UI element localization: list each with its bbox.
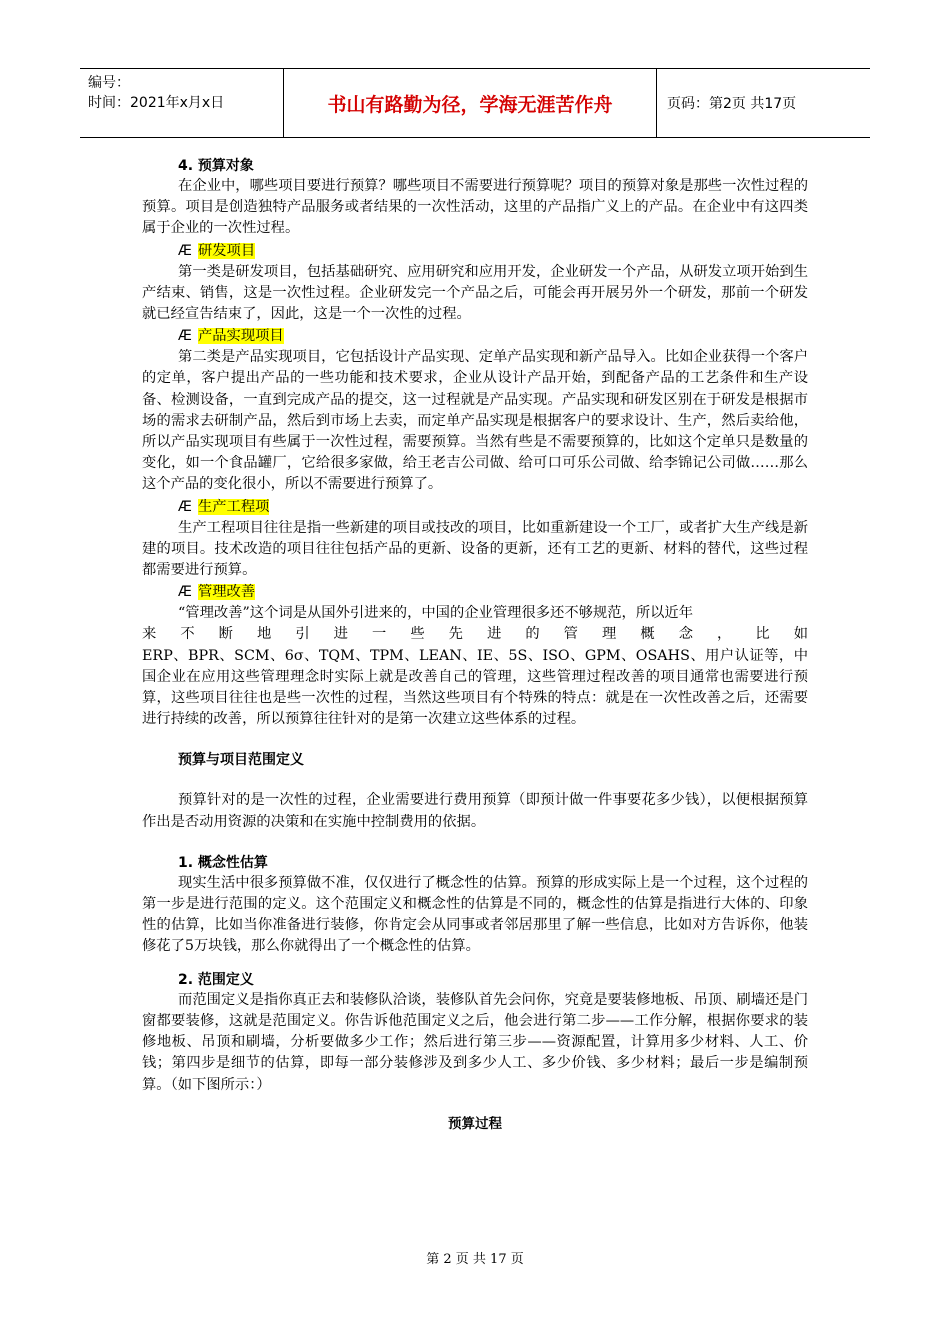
section-title-conceptual-estimate: 1. 概念性估算 xyxy=(178,854,268,871)
bullet-rd-project xyxy=(142,240,808,262)
document-body xyxy=(142,156,808,1135)
bullet-production-engineering xyxy=(142,496,808,518)
paragraph-scope-definition: 而范围定义是指你真正去和装修队洽谈，装修队首先会问你，究竟是要装修地板、吊顶、刷墙还是门窗都要装修，这就是范围定义。你告诉他范围定义之后，他会进行第二步——工作分解，根据你要求的装修地板、吊顶和刷墙，分析要做多少工作；然后进行第三步——资源配置，计算用多少材料、人工、价钱；第四步是细节的估算，即每一部分装修涉及到多少人工、多少价钱、多少材料；最后一步是编制预算。（如下图所示：） xyxy=(142,991,808,1093)
bullet-label-management: 管理改善 xyxy=(197,584,256,601)
bullet-mark: Æ xyxy=(178,498,192,515)
page-header xyxy=(80,68,870,138)
bullet-management-improvement xyxy=(142,581,808,603)
header-meta xyxy=(80,69,284,137)
header-page-number: 页码：第2页 共17页 xyxy=(667,96,797,112)
paragraph-rd-project: 第一类是研发项目，包括基础研究、应用研究和应用开发，企业研发一个产品，从研发立项开始到生产结束、销售，这是一次性过程。企业研发完一个产品之后，可能会再开展另外一个研发，那前一个研发就已经宣告结束了，因此，这是一个一次性的过程。 xyxy=(142,263,808,323)
paragraph-production-engineering: 生产工程项目往往是指一些新建的项目或技改的项目，比如重新建设一个工厂，或者扩大生产线是新建的项目。技术改造的项目往往包括产品的更新、设备的更新，还有工艺的更新、材料的替代，这些过程都需要进行预算。 xyxy=(142,519,808,579)
bullet-label-rd: 研发项目 xyxy=(197,242,256,259)
header-motto: 书山有路勤为径，学海无涯苦作舟 xyxy=(284,69,657,137)
bullet-mark: Æ xyxy=(178,584,192,601)
paragraph-conceptual-estimate: 现实生活中很多预算做不准，仅仅进行了概念性的估算。预算的形成实际上是一个过程，这个过程的第一步是进行范围的定义。这个范围定义和概念性的估算是不同的，概念性的估算是指进行大体的、印象性的估算，比如当你准备进行装修，你肯定会从同事或者邻居那里了解一些信息，比如对方告诉你，他装修花了5万块钱，那么你就得出了一个概念性的估算。 xyxy=(142,874,808,955)
paragraph-budget-object-intro: 在企业中，哪些项目要进行预算？哪些项目不需要进行预算呢？项目的预算对象是那些一次性过程的预算。项目是创造独特产品服务或者结果的一次性活动，这里的产品指广义上的产品。在企业中有这四类属于企业的一次性过程。 xyxy=(142,178,808,237)
section-title-budget-object: 4. 预算对象 xyxy=(178,158,254,174)
page-footer: 第 2 页 共 17 页 xyxy=(426,1252,524,1267)
paragraph-product-realization: 第二类是产品实现项目，它包括设计产品实现、定单产品实现和新产品导入。比如企业获得一个客户的定单，客户提出产品的一些功能和技术要求，企业从设计产品开始，到配备产品的工艺条件和生产设备、检测设备，一直到完成产品的提交，这一过程就是产品实现。产品实现和研发区别在于研发是根据市场的需求去研制产品，然后到市场上去卖，而定单产品实现是根据客户的要求设计、生产，然后卖给他，所以产品实现项目有些属于一次性过程，需要预算。当然有些是不需要预算的，比如这个定单只是数量的变化，如一个食品罐厂，它给很多家做，给王老吉公司做、给可口可乐公司做、给李锦记公司做……那么这个产品的变化很小，所以不需要进行预算了。 xyxy=(142,349,808,493)
paragraph-management-rest: ERP、BPR、SCM、6σ、TQM、TPM、LEAN、IE、5S、ISO、GPM、OSAHS、用户认证等，中国企业在应用这些管理理念时实际上就是改善自己的管理，这些管理过程改善的项目通常也需要进行预算，这些项目往往也是些一次性的过程，当然这些项目有个特殊的特点：就是在一次性改善之后，还需要进行持续的改善，所以预算往往针对的是第一次建立这些体系的过程。 xyxy=(142,647,808,728)
paragraph-management-line2: 来 不 断 地 引 进 一 些 先 进 的 管 理 概 念 ， 比 如 xyxy=(142,626,808,643)
bullet-label-production: 生产工程项 xyxy=(197,498,270,515)
bullet-product-realization xyxy=(142,325,808,347)
section-title-scope-definition: 2. 范围定义 xyxy=(178,971,254,988)
paragraph-management-line1: “管理改善”这个词是从国外引进来的，中国的企业管理很多还不够规范，所以近年 xyxy=(178,605,694,622)
section-title-budget-scope: 预算与项目范围定义 xyxy=(178,752,304,769)
header-time: 时间：2021年x月x日 xyxy=(88,95,225,111)
header-number: 编号： xyxy=(88,75,130,91)
bullet-mark: Æ xyxy=(178,242,192,259)
bullet-label-product: 产品实现项目 xyxy=(197,328,284,345)
bullet-mark: Æ xyxy=(178,328,192,345)
paragraph-budget-scope: 预算针对的是一次性的过程，企业需要进行费用预算（即预计做一件事要花多少钱），以便根据预算作出是否动用资源的决策和在实施中控制费用的依据。 xyxy=(142,792,808,830)
figure-caption: 预算过程 xyxy=(448,1115,502,1132)
